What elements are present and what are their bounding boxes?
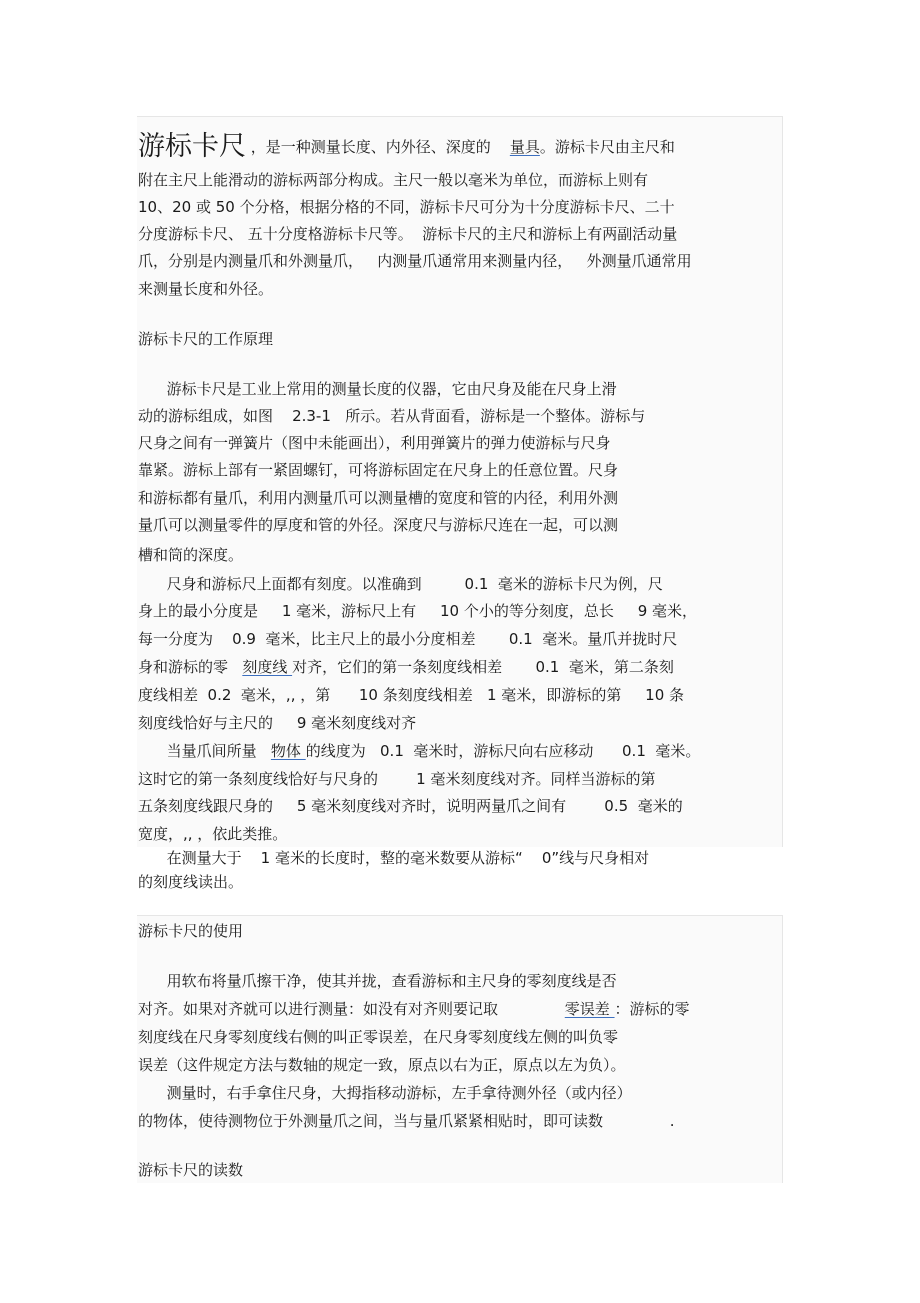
intro-line-3: 10、20 或 50 个分格，根据分格的不同，游标卡尺可分为十分度游标卡尺、二十 (138, 198, 675, 216)
intro-line-2: 附在主尺上能滑动的游标两部分构成。主尺一般以毫米为单位，而游标上则有 (138, 171, 649, 189)
principle-line: 尺身之间有一弹簧片（图中未能画出），利用弹簧片的弹力使游标与尺身 (138, 434, 611, 452)
principle-line: 的刻度线读出。 (138, 873, 244, 891)
principle-text: 的线度为 0.1 毫米时，游标尺向右应移动 0.1 毫米。 (305, 742, 701, 760)
principle-line: 槽和筒的深度。 (138, 546, 244, 564)
principle-line: 身上的最小分度是 1 毫米，游标尺上有 10 个小的等分刻度，总长 9 毫米， (138, 602, 698, 620)
principle-text: 当量爪间所量 (138, 742, 271, 760)
link-kedu-xian[interactable]: 刻度线 (242, 658, 293, 676)
principle-line: 和游标都有量爪，利用内测量爪可以测量槽的宽度和管的内径，利用外测 (138, 489, 619, 507)
intro-line-4: 分度游标卡尺、 五十分度格游标卡尺等。 游标卡尺的主尺和游标上有两副活动量 (138, 225, 678, 243)
principle-line (138, 741, 700, 761)
principle-line: 游标卡尺是工业上常用的测量长度的仪器，它由尺身及能在尺身上滑 (138, 380, 617, 398)
principle-text: 对齐，它们的第一条刻度线相差 0.1 毫米，第二条刻 (292, 658, 674, 676)
link-ling-wucha[interactable]: 零误差 (564, 1000, 615, 1018)
principle-line: 量爪可以测量零件的厚度和管的外径。深度尺与游标尺连在一起，可以测 (138, 516, 619, 534)
intro-line-6: 来测量长度和外径。 (138, 280, 274, 298)
principle-line: 靠紧。游标上部有一紧固螺钉，可将游标固定在尺身上的任意位置。尺身 (138, 461, 619, 479)
usage-line: 测量时，右手拿住尺身，大拇指移动游标，左手拿待测外径（或内径） (138, 1084, 632, 1102)
usage-text: ：游标的零 (614, 1000, 690, 1018)
principle-line: 在测量大于 1 毫米的长度时，整的毫米数要从游标“ 0”线与尺身相对 (138, 849, 650, 867)
section-heading-usage: 游标卡尺的使用 (138, 922, 244, 940)
usage-line: 用软布将量爪擦干净，使其并拢，查看游标和主尺身的零刻度线是否 (138, 972, 617, 990)
principle-line: 度线相差 0.2 毫米，,, ，第 10 条刻度线相差 1 毫米，即游标的第 10 条 (138, 686, 685, 704)
link-wuti[interactable]: 物体 (270, 742, 306, 760)
principle-line: 这时它的第一条刻度线恰好与尺身的 1 毫米刻度线对齐。同样当游标的第 (138, 770, 656, 788)
content-panel-2 (137, 915, 783, 1183)
principle-line: 五条刻度线跟尺身的 5 毫米刻度线对齐时，说明两量爪之间有 0.5 毫米的 (138, 797, 683, 815)
link-liangju[interactable]: 量具 (509, 138, 540, 156)
intro-title: 游标卡尺 (138, 131, 246, 162)
usage-line (138, 999, 690, 1019)
intro-text: ，是一种测量长度、内外径、深度的 (246, 138, 510, 156)
principle-line: 每一分度为 0.9 毫米，比主尺上的最小分度相差 0.1 毫米。量爪并拢时尺 (138, 630, 678, 648)
principle-line: 宽度，,, ，依此类推。 (138, 825, 288, 843)
section-heading-principle: 游标卡尺的工作原理 (138, 330, 274, 348)
usage-line: 刻度线在尺身零刻度线右侧的叫正零误差，在尺身零刻度线左侧的叫负零 (138, 1028, 619, 1046)
usage-line: 误差（这件规定方法与数轴的规定一致，原点以右为正，原点以左为负）。 (138, 1056, 626, 1074)
intro-text: 。游标卡尺由主尺和 (539, 138, 675, 156)
usage-line: 的物体，使待测物位于外测量爪之间，当与量爪紧紧相贴时，即可读数 . (138, 1112, 675, 1130)
principle-line: 刻度线恰好与主尺的 9 毫米刻度线对齐 (138, 714, 417, 732)
principle-line: 动的游标组成，如图 2.3-1 所示。若从背面看，游标是一个整体。游标与 (138, 407, 646, 425)
intro-line-1 (138, 130, 675, 164)
principle-line: 尺身和游标尺上面都有刻度。以准确到 0.1 毫米的游标卡尺为例，尺 (138, 575, 663, 593)
section-heading-reading: 游标卡尺的读数 (138, 1161, 244, 1179)
usage-text: 对齐。如果对齐就可以进行测量：如没有对齐则要记取 (138, 1000, 565, 1018)
principle-text: 身和游标的零 (138, 658, 243, 676)
principle-line (138, 657, 674, 677)
intro-line-5: 爪，分别是内测量爪和外测量爪， 内测量爪通常用来测量内径， 外测量爪通常用 (138, 252, 692, 270)
